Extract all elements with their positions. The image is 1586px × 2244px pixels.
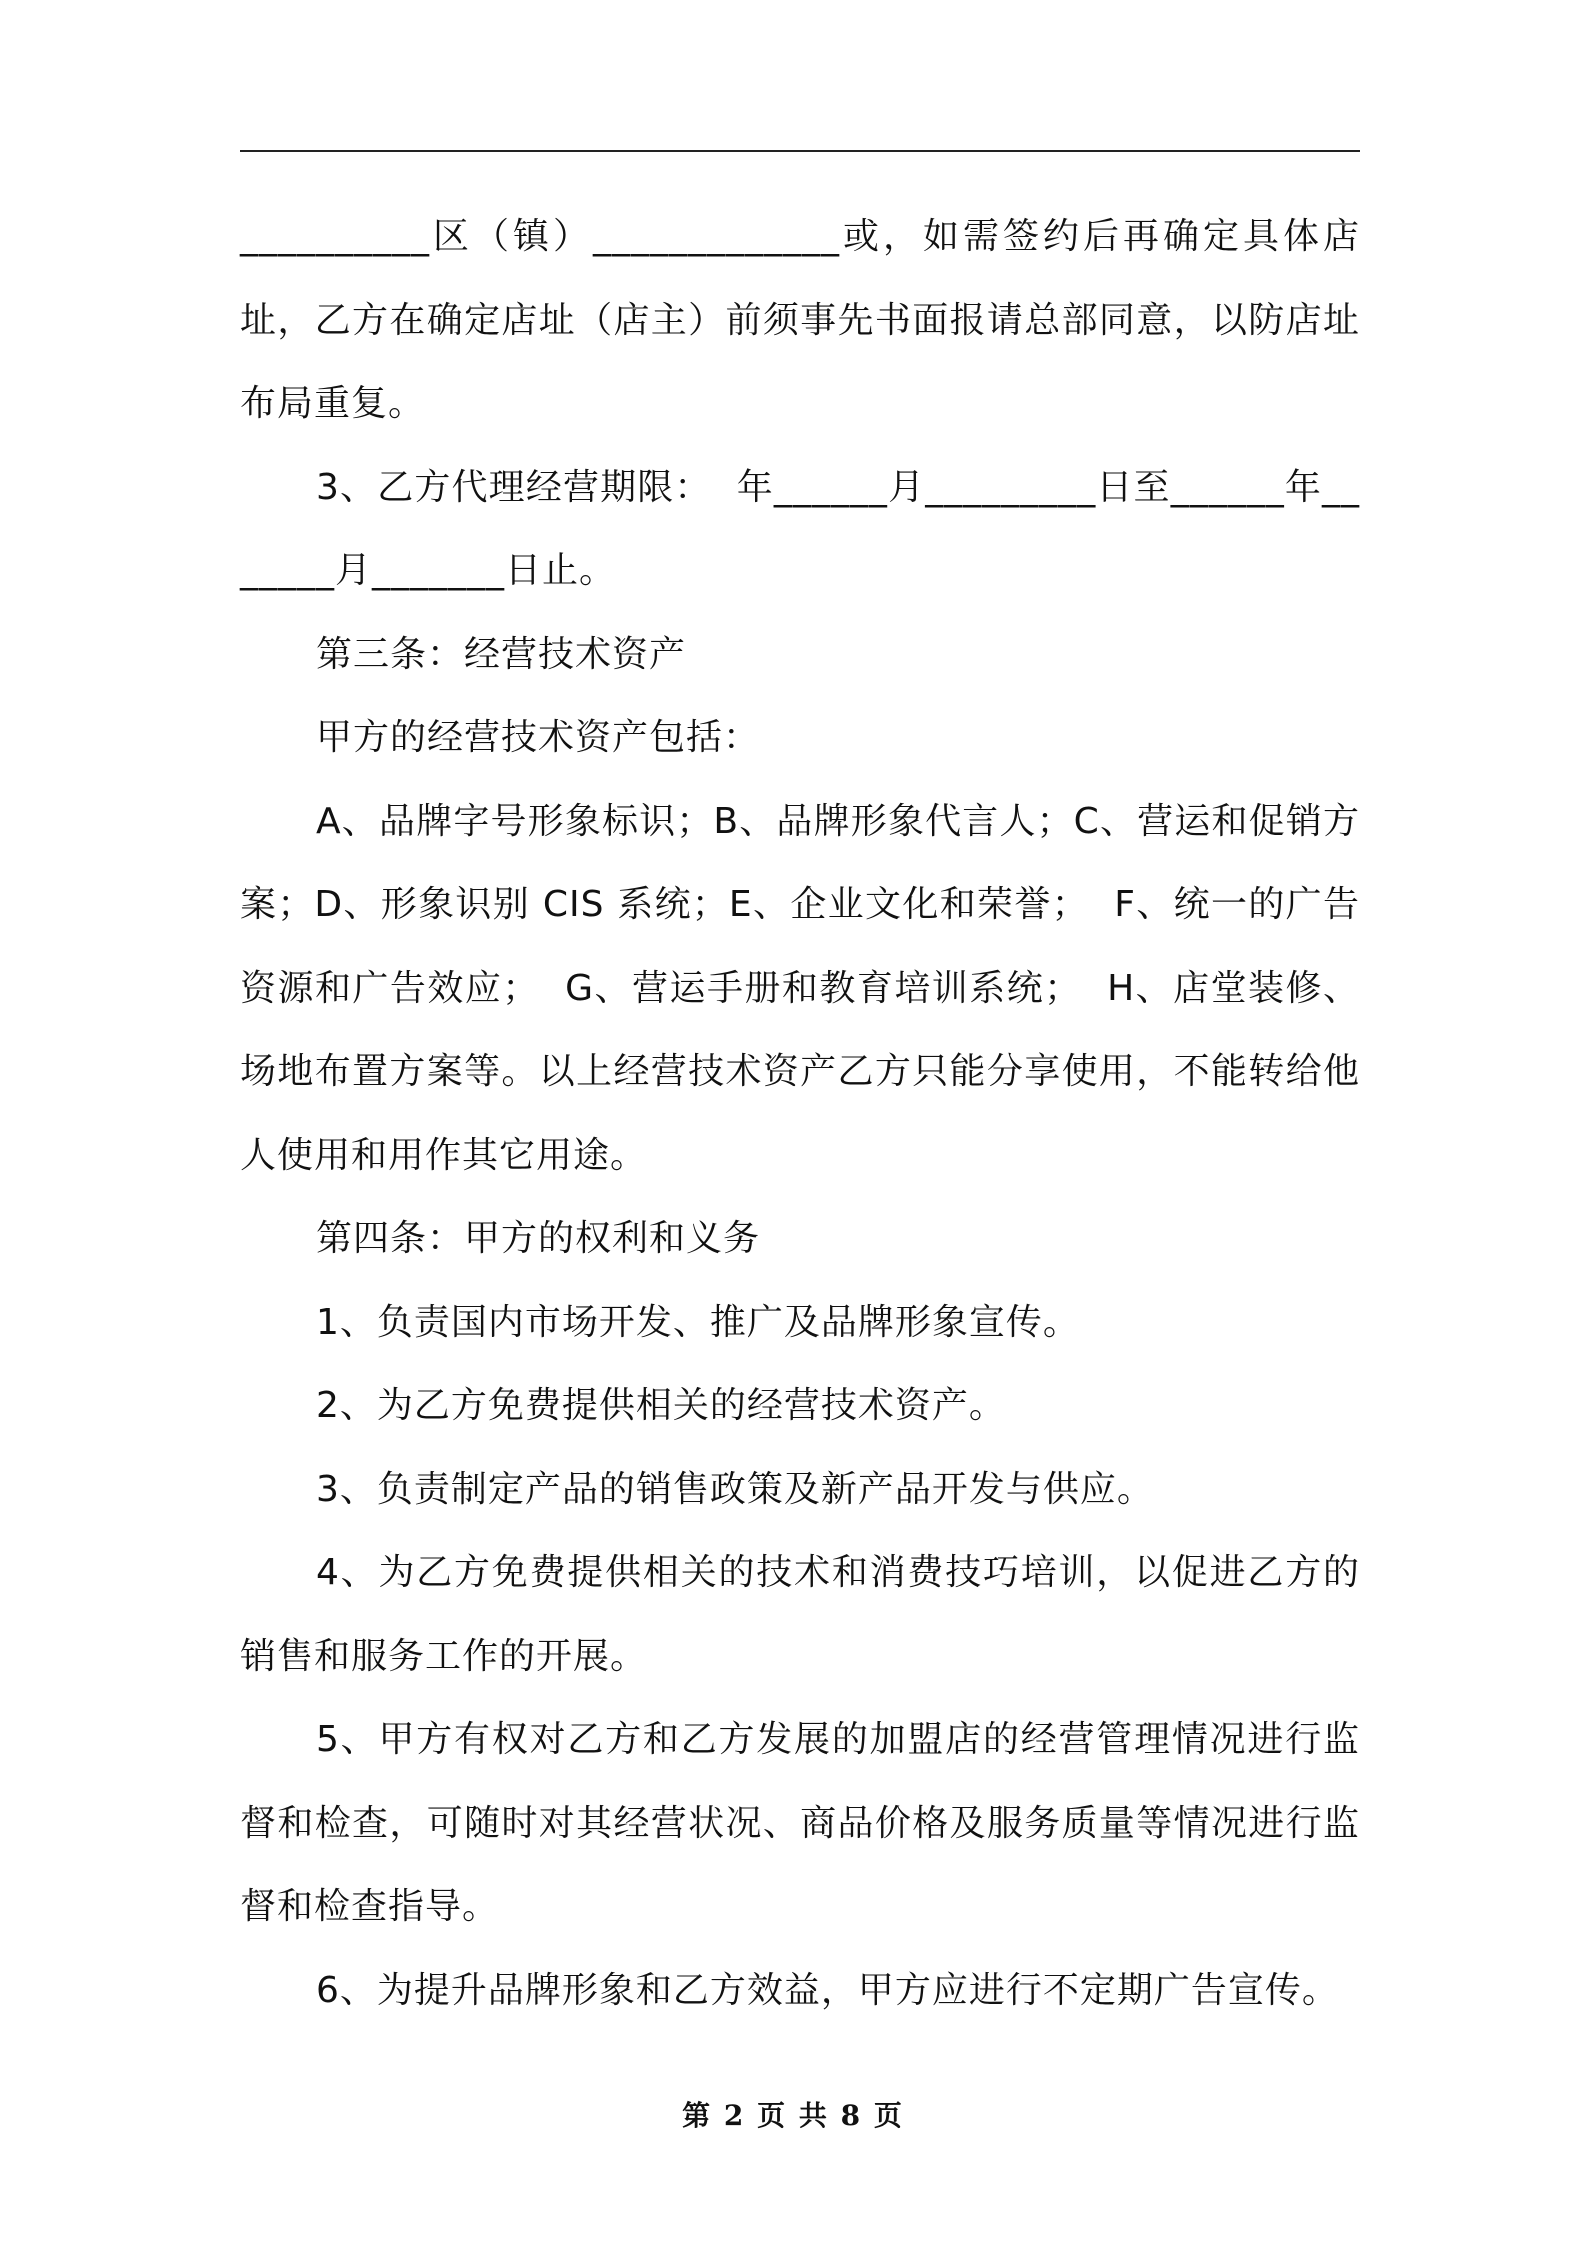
article-4-heading: 第四条：甲方的权利和义务 — [316, 1218, 761, 1259]
header-rule — [240, 150, 1360, 152]
article-4-item-6: 6、为提升品牌形象和乙方效益，甲方应进行不定期广告宣传。 — [316, 1969, 1339, 2011]
paragraph-continued-address: __________区（镇）_____________或，如需签约后再确定具体店址，乙方在确定店址（店主）前须事先书面报请总部同意，以防店址布局重复。 — [240, 216, 1360, 424]
page-number-footer: 第 2 页 共 8 页 — [682, 2099, 904, 2132]
article-4-item-3: 3、负责制定产品的销售政策及新产品开发与供应。 — [316, 1468, 1154, 1510]
article-4-item-2: 2、为乙方免费提供相关的经营技术资产。 — [316, 1385, 1006, 1426]
article-4-item-1: 1、负责国内市场开发、推广及品牌形象宣传。 — [316, 1301, 1080, 1343]
article-4-item-4: 4、为乙方免费提供相关的技术和消费技巧培训，以促进乙方的销售和服务工作的开展。 — [240, 1552, 1360, 1677]
article-3-heading: 第三条：经营技术资产 — [316, 633, 687, 675]
document-body — [240, 195, 1360, 2032]
article-3-asset-list: A、品牌字号形象标识；B、品牌形象代言人；C、营运和促销方案；D、形象识别 CIS 系统；E、企业文化和荣誉； F、统一的广告资源和广告效应； G、营运手册和教育培训系统； H、店堂装修、场地布置方案等。以上经营技术资产乙方只能分享使用，不能转给他人使用和用作其它用途。 — [240, 800, 1360, 1176]
article-4-item-5: 5、甲方有权对乙方和乙方发展的加盟店的经营管理情况进行监督和检查，可随时对其经营状况、商品价格及服务质量等情况进行监督和检查指导。 — [240, 1719, 1360, 1927]
article-3-intro: 甲方的经营技术资产包括： — [316, 717, 761, 758]
paragraph-term-clause: 3、乙方代理经营期限： 年______月_________日至______年_______月_______日止。 — [240, 466, 1360, 591]
